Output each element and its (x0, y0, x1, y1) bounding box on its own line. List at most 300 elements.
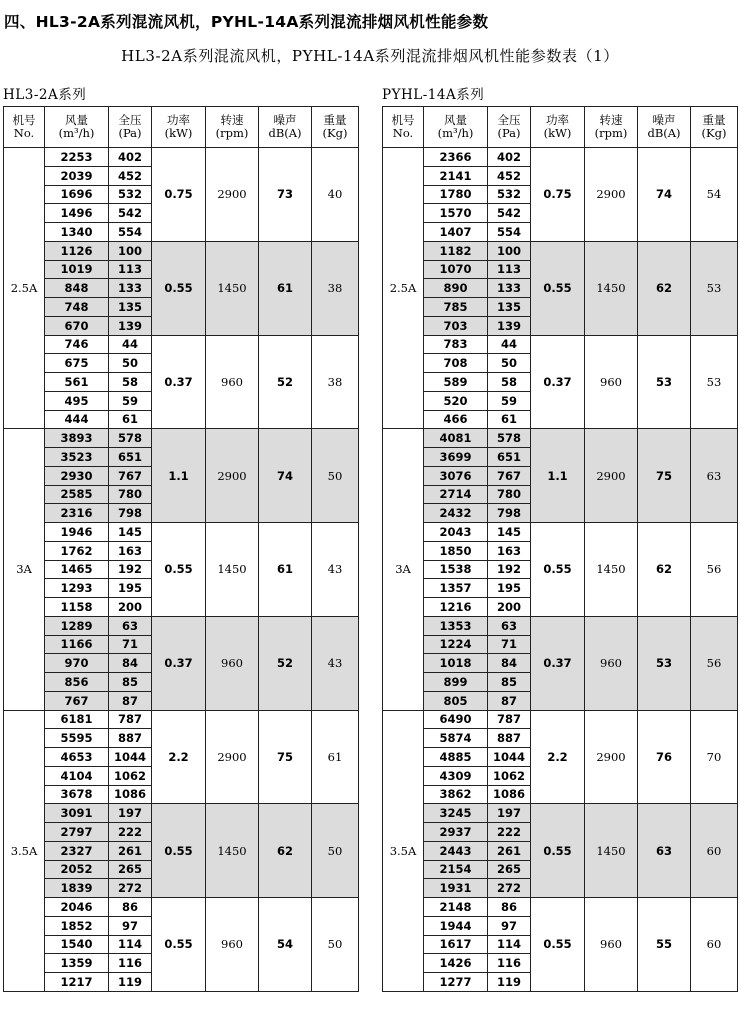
pressure-cell: 787 (488, 710, 531, 729)
airflow-cell: 2052 (45, 860, 109, 879)
weight-cell: 53 (691, 241, 738, 335)
header-row (383, 107, 738, 148)
pressure-cell: 133 (488, 279, 531, 298)
airflow-cell: 1570 (424, 204, 488, 223)
pressure-cell: 554 (109, 223, 152, 242)
airflow-cell: 783 (424, 335, 488, 354)
pressure-cell: 85 (488, 673, 531, 692)
airflow-cell: 5595 (45, 729, 109, 748)
header-unit: (Kg) (701, 126, 727, 140)
airflow-cell: 4309 (424, 766, 488, 785)
airflow-cell: 703 (424, 316, 488, 335)
table-row (383, 429, 738, 448)
airflow-cell: 2148 (424, 898, 488, 917)
table-row (383, 335, 738, 354)
header-airflow (45, 107, 109, 148)
pressure-cell: 780 (109, 485, 152, 504)
airflow-cell: 3699 (424, 448, 488, 467)
header-pressure (109, 107, 152, 148)
pressure-cell: 261 (109, 841, 152, 860)
airflow-cell: 3678 (45, 785, 109, 804)
pressure-cell: 195 (488, 579, 531, 598)
table-row (383, 523, 738, 542)
pressure-cell: 1086 (109, 785, 152, 804)
weight-cell: 43 (312, 523, 359, 617)
airflow-cell: 1540 (45, 935, 109, 954)
airflow-cell: 1340 (45, 223, 109, 242)
table-row (383, 148, 738, 167)
airflow-cell: 520 (424, 391, 488, 410)
pressure-cell: 100 (488, 241, 531, 260)
airflow-cell: 1946 (45, 523, 109, 542)
pressure-cell: 85 (109, 673, 152, 692)
pressure-cell: 197 (488, 804, 531, 823)
pressure-cell: 116 (488, 954, 531, 973)
pressure-cell: 114 (488, 935, 531, 954)
header-unit: (kW) (164, 126, 193, 140)
power-cell: 0.37 (152, 616, 206, 710)
airflow-cell: 4081 (424, 429, 488, 448)
series-label-pyhl: PYHL-14A系列 (382, 87, 485, 103)
airflow-cell: 785 (424, 298, 488, 317)
power-cell: 0.75 (152, 148, 206, 242)
header-label: 噪声 (652, 113, 676, 127)
noise-cell: 55 (638, 898, 691, 992)
header-unit: (Pa) (497, 126, 521, 140)
airflow-cell: 856 (45, 673, 109, 692)
power-cell: 0.55 (531, 898, 585, 992)
pressure-cell: 200 (488, 598, 531, 617)
speed-cell: 1450 (585, 241, 638, 335)
speed-cell: 1450 (206, 241, 259, 335)
speed-cell: 960 (585, 898, 638, 992)
pressure-cell: 265 (488, 860, 531, 879)
table-row (4, 804, 359, 823)
noise-cell: 62 (638, 523, 691, 617)
airflow-cell: 675 (45, 354, 109, 373)
speed-cell: 2900 (206, 710, 259, 804)
airflow-cell: 2327 (45, 841, 109, 860)
model-number-cell: 2.5A (4, 148, 45, 429)
pressure-cell: 119 (109, 973, 152, 992)
speed-cell: 2900 (585, 429, 638, 523)
pressure-cell: 84 (488, 654, 531, 673)
power-cell: 0.55 (531, 804, 585, 898)
header-label: 转速 (220, 113, 244, 127)
speed-cell: 2900 (585, 148, 638, 242)
pressure-cell: 195 (109, 579, 152, 598)
pressure-cell: 113 (488, 260, 531, 279)
table-row (4, 616, 359, 635)
airflow-cell: 2039 (45, 166, 109, 185)
table-row (383, 241, 738, 260)
noise-cell: 61 (259, 241, 312, 335)
table-row (383, 710, 738, 729)
airflow-cell: 748 (45, 298, 109, 317)
airflow-cell: 1182 (424, 241, 488, 260)
speed-cell: 1450 (585, 523, 638, 617)
header-unit: (m³/h) (58, 126, 95, 140)
weight-cell: 38 (312, 335, 359, 429)
airflow-cell: 1158 (45, 598, 109, 617)
header-weight (312, 107, 359, 148)
pressure-cell: 59 (488, 391, 531, 410)
noise-cell: 76 (638, 710, 691, 804)
pressure-cell: 84 (109, 654, 152, 673)
airflow-cell: 2930 (45, 466, 109, 485)
pressure-cell: 71 (488, 635, 531, 654)
header-pressure (488, 107, 531, 148)
speed-cell: 960 (206, 898, 259, 992)
speed-cell: 2900 (206, 148, 259, 242)
airflow-cell: 4885 (424, 748, 488, 767)
header-speed (585, 107, 638, 148)
power-cell: 0.37 (531, 335, 585, 429)
speed-cell: 960 (206, 335, 259, 429)
spec-table-pyhl (382, 106, 738, 992)
noise-cell: 73 (259, 148, 312, 242)
pressure-cell: 114 (109, 935, 152, 954)
power-cell: 0.37 (531, 616, 585, 710)
power-cell: 0.55 (152, 898, 206, 992)
header-label: 全压 (497, 113, 521, 127)
header-label: 风量 (65, 113, 88, 127)
pressure-cell: 116 (109, 954, 152, 973)
airflow-cell: 2316 (45, 504, 109, 523)
airflow-cell: 805 (424, 691, 488, 710)
table-row (383, 898, 738, 917)
airflow-cell: 1126 (45, 241, 109, 260)
noise-cell: 62 (259, 804, 312, 898)
speed-cell: 1450 (206, 804, 259, 898)
airflow-cell: 4653 (45, 748, 109, 767)
pressure-cell: 402 (109, 148, 152, 167)
power-cell: 0.55 (152, 241, 206, 335)
pressure-cell: 71 (109, 635, 152, 654)
airflow-cell: 1277 (424, 973, 488, 992)
airflow-cell: 1944 (424, 916, 488, 935)
header-label: 全压 (118, 113, 142, 127)
airflow-cell: 2432 (424, 504, 488, 523)
airflow-cell: 1496 (45, 204, 109, 223)
pressure-cell: 542 (109, 204, 152, 223)
table-row (4, 710, 359, 729)
airflow-cell: 1359 (45, 954, 109, 973)
header-unit: (rpm) (215, 126, 249, 140)
pressure-cell: 97 (109, 916, 152, 935)
airflow-cell: 1353 (424, 616, 488, 635)
pressure-cell: 86 (488, 898, 531, 917)
noise-cell: 53 (638, 335, 691, 429)
airflow-cell: 2714 (424, 485, 488, 504)
airflow-cell: 4104 (45, 766, 109, 785)
airflow-cell: 2797 (45, 823, 109, 842)
pressure-cell: 58 (488, 373, 531, 392)
pressure-cell: 44 (488, 335, 531, 354)
weight-cell: 38 (312, 241, 359, 335)
noise-cell: 74 (638, 148, 691, 242)
airflow-cell: 1696 (45, 185, 109, 204)
header-weight (691, 107, 738, 148)
power-cell: 2.2 (152, 710, 206, 804)
pressure-cell: 1062 (109, 766, 152, 785)
speed-cell: 2900 (585, 710, 638, 804)
airflow-cell: 2937 (424, 823, 488, 842)
airflow-cell: 848 (45, 279, 109, 298)
airflow-cell: 2046 (45, 898, 109, 917)
noise-cell: 63 (638, 804, 691, 898)
airflow-cell: 1617 (424, 935, 488, 954)
header-unit: dB(A) (647, 126, 681, 140)
airflow-cell: 1538 (424, 560, 488, 579)
airflow-cell: 1850 (424, 541, 488, 560)
header-label: 功率 (167, 113, 190, 127)
pressure-cell: 452 (109, 166, 152, 185)
pressure-cell: 61 (488, 410, 531, 429)
airflow-cell: 1166 (45, 635, 109, 654)
weight-cell: 53 (691, 335, 738, 429)
noise-cell: 52 (259, 616, 312, 710)
pressure-cell: 145 (488, 523, 531, 542)
pressure-cell: 887 (488, 729, 531, 748)
header-label: 噪声 (273, 113, 297, 127)
model-number-cell: 3A (383, 429, 424, 710)
pressure-cell: 532 (109, 185, 152, 204)
pressure-cell: 887 (109, 729, 152, 748)
model-number-cell: 3.5A (4, 710, 45, 991)
power-cell: 0.55 (531, 241, 585, 335)
airflow-cell: 1289 (45, 616, 109, 635)
weight-cell: 40 (312, 148, 359, 242)
table-row (383, 616, 738, 635)
weight-cell: 56 (691, 616, 738, 710)
header-airflow (424, 107, 488, 148)
airflow-cell: 1780 (424, 185, 488, 204)
pressure-cell: 135 (488, 298, 531, 317)
weight-cell: 63 (691, 429, 738, 523)
airflow-cell: 589 (424, 373, 488, 392)
pressure-cell: 139 (488, 316, 531, 335)
airflow-cell: 2253 (45, 148, 109, 167)
pressure-cell: 542 (488, 204, 531, 223)
pressure-cell: 222 (488, 823, 531, 842)
weight-cell: 43 (312, 616, 359, 710)
pressure-cell: 200 (109, 598, 152, 617)
header-model-no (383, 107, 424, 148)
pressure-cell: 452 (488, 166, 531, 185)
header-unit: (rpm) (594, 126, 628, 140)
pressure-cell: 139 (109, 316, 152, 335)
airflow-cell: 444 (45, 410, 109, 429)
table-row (383, 804, 738, 823)
pressure-cell: 192 (109, 560, 152, 579)
airflow-cell: 2585 (45, 485, 109, 504)
pressure-cell: 63 (109, 616, 152, 635)
pressure-cell: 63 (488, 616, 531, 635)
pressure-cell: 578 (109, 429, 152, 448)
model-number-cell: 3A (4, 429, 45, 710)
airflow-cell: 1407 (424, 223, 488, 242)
pressure-cell: 1044 (109, 748, 152, 767)
speed-cell: 1450 (585, 804, 638, 898)
header-label: 机号 (391, 113, 415, 127)
airflow-cell: 6181 (45, 710, 109, 729)
airflow-cell: 5874 (424, 729, 488, 748)
header-unit: No. (13, 126, 35, 140)
pressure-cell: 554 (488, 223, 531, 242)
header-noise (259, 107, 312, 148)
pressure-cell: 402 (488, 148, 531, 167)
weight-cell: 50 (312, 804, 359, 898)
pressure-cell: 50 (109, 354, 152, 373)
header-label: 重量 (323, 113, 347, 127)
pressure-cell: 798 (109, 504, 152, 523)
pressure-cell: 197 (109, 804, 152, 823)
airflow-cell: 3862 (424, 785, 488, 804)
pressure-cell: 1062 (488, 766, 531, 785)
table-row (4, 148, 359, 167)
pressure-cell: 61 (109, 410, 152, 429)
airflow-cell: 3523 (45, 448, 109, 467)
header-power (531, 107, 585, 148)
power-cell: 1.1 (152, 429, 206, 523)
weight-cell: 50 (312, 429, 359, 523)
airflow-cell: 1293 (45, 579, 109, 598)
noise-cell: 54 (259, 898, 312, 992)
header-speed (206, 107, 259, 148)
noise-cell: 75 (638, 429, 691, 523)
header-power (152, 107, 206, 148)
pressure-cell: 133 (109, 279, 152, 298)
speed-cell: 960 (206, 616, 259, 710)
pressure-cell: 798 (488, 504, 531, 523)
header-unit: No. (392, 126, 414, 140)
weight-cell: 60 (691, 898, 738, 992)
airflow-cell: 3091 (45, 804, 109, 823)
spec-table-hl3 (3, 106, 359, 992)
table-row (4, 898, 359, 917)
pressure-cell: 767 (109, 466, 152, 485)
header-noise (638, 107, 691, 148)
airflow-cell: 1217 (45, 973, 109, 992)
pressure-cell: 272 (109, 879, 152, 898)
airflow-cell: 1931 (424, 879, 488, 898)
airflow-cell: 2443 (424, 841, 488, 860)
pressure-cell: 532 (488, 185, 531, 204)
pressure-cell: 135 (109, 298, 152, 317)
header-label: 转速 (599, 113, 623, 127)
pressure-cell: 59 (109, 391, 152, 410)
airflow-cell: 1019 (45, 260, 109, 279)
speed-cell: 960 (585, 616, 638, 710)
pressure-cell: 578 (488, 429, 531, 448)
pressure-cell: 651 (109, 448, 152, 467)
power-cell: 0.75 (531, 148, 585, 242)
airflow-cell: 2141 (424, 166, 488, 185)
speed-cell: 1450 (206, 523, 259, 617)
airflow-cell: 708 (424, 354, 488, 373)
header-unit: (kW) (543, 126, 572, 140)
pressure-cell: 50 (488, 354, 531, 373)
pressure-cell: 780 (488, 485, 531, 504)
airflow-cell: 2366 (424, 148, 488, 167)
power-cell: 0.55 (152, 523, 206, 617)
pressure-cell: 113 (109, 260, 152, 279)
airflow-cell: 3245 (424, 804, 488, 823)
header-label: 风量 (444, 113, 467, 127)
weight-cell: 50 (312, 898, 359, 992)
speed-cell: 960 (585, 335, 638, 429)
airflow-cell: 6490 (424, 710, 488, 729)
header-model-no (4, 107, 45, 148)
weight-cell: 60 (691, 804, 738, 898)
airflow-cell: 890 (424, 279, 488, 298)
pressure-cell: 145 (109, 523, 152, 542)
header-label: 机号 (12, 113, 36, 127)
table-row (4, 241, 359, 260)
airflow-cell: 2043 (424, 523, 488, 542)
airflow-cell: 1839 (45, 879, 109, 898)
airflow-cell: 1426 (424, 954, 488, 973)
model-number-cell: 3.5A (383, 710, 424, 991)
airflow-cell: 899 (424, 673, 488, 692)
airflow-cell: 1762 (45, 541, 109, 560)
noise-cell: 52 (259, 335, 312, 429)
header-label: 功率 (546, 113, 569, 127)
pressure-cell: 272 (488, 879, 531, 898)
pressure-cell: 163 (109, 541, 152, 560)
airflow-cell: 466 (424, 410, 488, 429)
table-row (4, 335, 359, 354)
airflow-cell: 670 (45, 316, 109, 335)
header-unit: dB(A) (268, 126, 302, 140)
airflow-cell: 1224 (424, 635, 488, 654)
power-cell: 0.37 (152, 335, 206, 429)
pressure-cell: 86 (109, 898, 152, 917)
pressure-cell: 261 (488, 841, 531, 860)
airflow-cell: 767 (45, 691, 109, 710)
power-cell: 0.55 (531, 523, 585, 617)
pressure-cell: 100 (109, 241, 152, 260)
power-cell: 1.1 (531, 429, 585, 523)
table-subtitle: HL3-2A系列混流风机，PYHL-14A系列混流排烟风机性能参数表（1） (121, 47, 619, 65)
pressure-cell: 265 (109, 860, 152, 879)
header-unit: (Pa) (118, 126, 142, 140)
header-row (4, 107, 359, 148)
airflow-cell: 1070 (424, 260, 488, 279)
speed-cell: 2900 (206, 429, 259, 523)
pressure-cell: 58 (109, 373, 152, 392)
pressure-cell: 651 (488, 448, 531, 467)
power-cell: 0.55 (152, 804, 206, 898)
pressure-cell: 163 (488, 541, 531, 560)
weight-cell: 61 (312, 710, 359, 804)
power-cell: 2.2 (531, 710, 585, 804)
pressure-cell: 1086 (488, 785, 531, 804)
airflow-cell: 3893 (45, 429, 109, 448)
airflow-cell: 2154 (424, 860, 488, 879)
pressure-cell: 192 (488, 560, 531, 579)
weight-cell: 70 (691, 710, 738, 804)
airflow-cell: 1852 (45, 916, 109, 935)
pressure-cell: 97 (488, 916, 531, 935)
pressure-cell: 787 (109, 710, 152, 729)
airflow-cell: 495 (45, 391, 109, 410)
airflow-cell: 1216 (424, 598, 488, 617)
noise-cell: 53 (638, 616, 691, 710)
airflow-cell: 1018 (424, 654, 488, 673)
series-label-hl3: HL3-2A系列 (3, 87, 87, 103)
